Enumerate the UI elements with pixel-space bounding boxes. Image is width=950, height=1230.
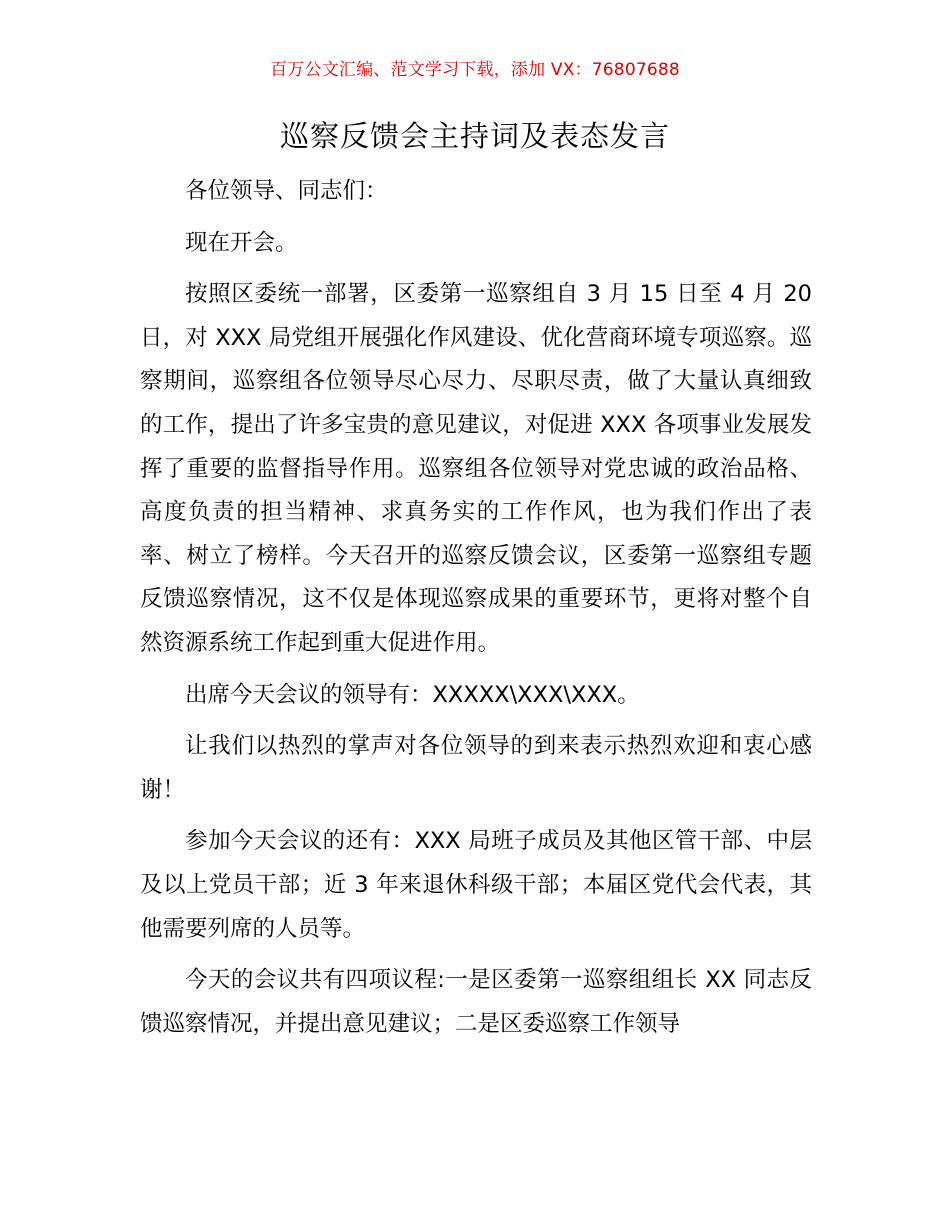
agenda-paragraph: 今天的会议共有四项议程:一是区委第一巡察组组长 XX 同志反馈巡察情况，并提出意见建议；二是区委巡察工作领导 [140, 967, 812, 1037]
document-title: 巡察反馈会主持词及表态发言 [279, 119, 670, 153]
salutation-paragraph: 各位领导、同志们： [185, 178, 388, 204]
background-paragraph: 按照区委统一部署，区委第一巡察组自 3 月 15 日至 4 月 20 日，对 XXX 局党组开展强化作风建设、优化营商环境专项巡察。巡察期间，巡察组各位领导尽心尽力、尽职尽责，做了大量认真细致的工作，提出了许多宝贵的意见建议，对促进 XXX 各项事业发展发挥了重要的监督指导作用。巡察组各位领导对党忠诚的政治品格、高度负责的担当精神、求真务实的工作作风，也为我们作出了表率、树立了榜样。今天召开的巡察反馈会议，区委第一巡察组专题反馈巡察情况，这不仅是体现巡察成果的重要环节，更将对整个自然资源系统工作起到重大促进作用。 [140, 281, 812, 656]
other-attendees-paragraph: 参加今天会议的还有：XXX 局班子成员及其他区管干部、中层及以上党员干部；近 3 年来退休科级干部；本届区党代会代表，其他需要列席的人员等。 [140, 828, 812, 942]
welcome-paragraph: 让我们以热烈的掌声对各位领导的到来表示热烈欢迎和衷心感谢！ [140, 733, 812, 803]
opening-paragraph: 现在开会。 [185, 229, 298, 256]
header-banner: 百万公文汇编、范文学习下载，添加 VX：76807688 [270, 60, 680, 80]
attending-leaders-paragraph: 出席今天会议的领导有：XXXXX\XXX\XXX。 [185, 681, 640, 708]
document-body [140, 170, 812, 1054]
